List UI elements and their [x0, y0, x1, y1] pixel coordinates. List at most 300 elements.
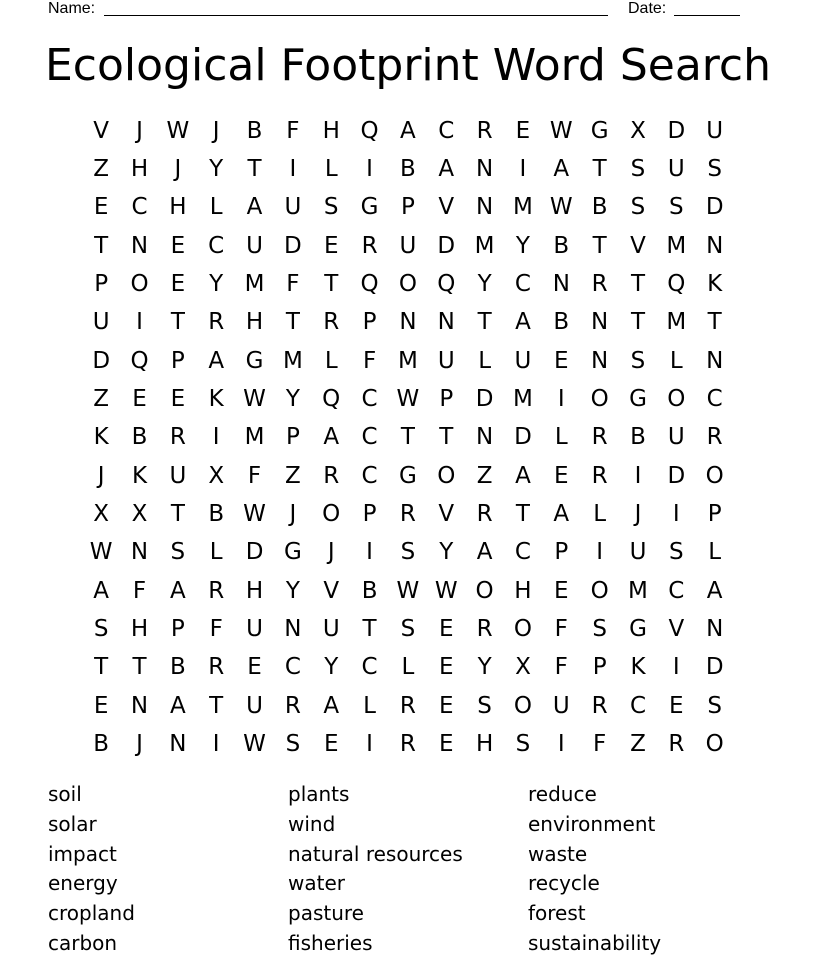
grid-cell[interactable]: G: [283, 539, 302, 566]
grid-cell[interactable]: C: [514, 271, 531, 298]
grid-cell[interactable]: R: [668, 731, 685, 758]
grid-cell[interactable]: O: [590, 386, 609, 413]
grid-cell[interactable]: P: [400, 194, 415, 221]
grid-cell[interactable]: W: [89, 539, 113, 566]
grid-cell[interactable]: S: [669, 194, 684, 221]
grid-cell[interactable]: J: [136, 731, 143, 758]
grid-cell[interactable]: R: [208, 577, 225, 604]
grid-cell[interactable]: D: [705, 654, 724, 681]
grid-cell[interactable]: C: [668, 577, 685, 604]
grid-cell[interactable]: R: [476, 616, 493, 643]
grid-cell[interactable]: S: [477, 692, 492, 719]
grid-cell[interactable]: K: [93, 424, 109, 451]
grid-cell[interactable]: T: [132, 654, 147, 681]
grid-cell[interactable]: C: [438, 117, 455, 144]
grid-cell[interactable]: E: [323, 731, 339, 758]
grid-cell[interactable]: R: [706, 424, 723, 451]
grid-cell[interactable]: Y: [515, 232, 530, 259]
grid-cell[interactable]: L: [324, 156, 338, 183]
grid-cell[interactable]: M: [666, 232, 687, 259]
grid-cell[interactable]: N: [476, 156, 494, 183]
grid-cell[interactable]: M: [397, 347, 418, 374]
grid-cell[interactable]: V: [93, 117, 110, 144]
grid-cell[interactable]: P: [439, 386, 454, 413]
grid-cell[interactable]: A: [515, 309, 531, 336]
grid-cell[interactable]: I: [672, 654, 680, 681]
grid-cell[interactable]: I: [557, 386, 565, 413]
grid-cell[interactable]: A: [246, 194, 263, 221]
grid-cell[interactable]: T: [94, 232, 109, 259]
grid-cell[interactable]: O: [475, 577, 494, 604]
grid-cell[interactable]: L: [708, 539, 722, 566]
grid-cell[interactable]: J: [634, 501, 642, 528]
grid-cell[interactable]: L: [593, 501, 607, 528]
grid-cell[interactable]: J: [289, 501, 297, 528]
grid-cell[interactable]: H: [169, 194, 187, 221]
grid-cell[interactable]: R: [476, 501, 493, 528]
grid-cell[interactable]: T: [707, 309, 722, 336]
grid-cell[interactable]: U: [92, 309, 110, 336]
grid-cell[interactable]: H: [130, 156, 149, 183]
grid-cell[interactable]: W: [434, 577, 458, 604]
grid-cell[interactable]: U: [246, 616, 263, 643]
grid-cell[interactable]: E: [438, 616, 454, 643]
grid-cell[interactable]: N: [706, 232, 724, 259]
grid-cell[interactable]: Y: [439, 539, 454, 566]
grid-cell[interactable]: E: [323, 232, 339, 259]
grid-cell[interactable]: Q: [667, 271, 686, 298]
grid-cell[interactable]: B: [630, 424, 646, 451]
grid-cell[interactable]: B: [591, 194, 608, 221]
grid-cell[interactable]: N: [706, 347, 724, 374]
name-blank[interactable]: [104, 15, 608, 16]
grid-cell[interactable]: I: [519, 156, 527, 183]
grid-cell[interactable]: C: [284, 654, 301, 681]
grid-cell[interactable]: G: [629, 616, 647, 643]
grid-cell[interactable]: E: [669, 692, 684, 719]
grid-cell[interactable]: T: [247, 156, 262, 183]
grid-cell[interactable]: C: [629, 692, 647, 719]
grid-cell[interactable]: A: [169, 692, 186, 719]
grid-cell[interactable]: Z: [93, 386, 110, 413]
grid-cell[interactable]: G: [360, 194, 379, 221]
grid-cell[interactable]: H: [245, 577, 264, 604]
grid-cell[interactable]: E: [438, 692, 454, 719]
grid-cell[interactable]: V: [668, 616, 685, 643]
grid-cell[interactable]: U: [169, 462, 187, 489]
grid-cell[interactable]: M: [282, 347, 303, 374]
grid-cell[interactable]: O: [437, 462, 456, 489]
grid-cell[interactable]: T: [362, 616, 377, 643]
grid-cell[interactable]: A: [323, 692, 340, 719]
grid-cell[interactable]: N: [130, 539, 149, 566]
grid-cell[interactable]: C: [361, 654, 378, 681]
grid-cell[interactable]: I: [634, 462, 642, 489]
grid-cell[interactable]: J: [327, 539, 335, 566]
grid-cell[interactable]: W: [549, 117, 573, 144]
grid-cell[interactable]: A: [515, 462, 531, 489]
grid-cell[interactable]: U: [246, 232, 263, 259]
grid-cell[interactable]: R: [591, 424, 608, 451]
grid-cell[interactable]: C: [706, 386, 723, 413]
grid-cell[interactable]: E: [438, 731, 454, 758]
grid-cell[interactable]: E: [170, 232, 186, 259]
grid-cell[interactable]: Z: [630, 731, 646, 758]
grid-cell[interactable]: A: [323, 424, 340, 451]
grid-cell[interactable]: S: [170, 539, 186, 566]
grid-cell[interactable]: R: [591, 692, 608, 719]
grid-cell[interactable]: S: [400, 616, 416, 643]
grid-cell[interactable]: A: [169, 577, 186, 604]
grid-cell[interactable]: P: [285, 424, 300, 451]
grid-cell[interactable]: P: [592, 654, 607, 681]
word-list-item: impact: [48, 841, 117, 866]
grid-cell[interactable]: U: [437, 347, 455, 374]
grid-cell[interactable]: T: [592, 156, 607, 183]
grid-cell[interactable]: W: [243, 501, 266, 528]
grid-cell[interactable]: N: [591, 347, 609, 374]
grid-cell[interactable]: F: [593, 731, 607, 758]
grid-cell[interactable]: R: [361, 232, 378, 259]
grid-cell[interactable]: Y: [209, 271, 224, 298]
grid-cell[interactable]: H: [322, 117, 340, 144]
grid-cell[interactable]: C: [514, 539, 531, 566]
grid-cell[interactable]: I: [289, 156, 297, 183]
grid-cell[interactable]: L: [401, 654, 415, 681]
grid-cell[interactable]: S: [669, 539, 684, 566]
grid-cell[interactable]: M: [244, 424, 265, 451]
grid-cell[interactable]: U: [629, 539, 647, 566]
grid-cell[interactable]: I: [366, 539, 373, 566]
grid-cell[interactable]: D: [667, 462, 686, 489]
grid-cell[interactable]: F: [132, 577, 147, 604]
grid-cell[interactable]: T: [209, 692, 224, 719]
grid-cell[interactable]: N: [437, 309, 455, 336]
grid-cell[interactable]: S: [515, 731, 531, 758]
word-column-1: [48, 780, 288, 959]
grid-cell[interactable]: T: [285, 309, 300, 336]
grid-cell[interactable]: G: [399, 462, 417, 489]
word-list-item: environment: [528, 811, 656, 836]
grid-cell[interactable]: V: [630, 232, 646, 259]
grid-cell[interactable]: K: [131, 462, 148, 489]
grid-cell[interactable]: N: [476, 424, 494, 451]
grid-cell[interactable]: M: [474, 232, 495, 259]
grid-cell[interactable]: P: [170, 347, 185, 374]
grid-cell[interactable]: N: [552, 271, 570, 298]
grid-cell[interactable]: E: [438, 654, 454, 681]
grid-cell[interactable]: D: [667, 117, 686, 144]
grid-cell[interactable]: L: [669, 347, 683, 374]
word-list-item: pasture: [288, 901, 364, 926]
grid-cell[interactable]: E: [93, 692, 109, 719]
grid-cell[interactable]: P: [362, 309, 377, 336]
grid-cell[interactable]: P: [707, 501, 722, 528]
grid-cell[interactable]: X: [131, 501, 148, 528]
grid-cell[interactable]: L: [554, 424, 568, 451]
grid-cell[interactable]: P: [94, 271, 109, 298]
grid-cell[interactable]: S: [630, 347, 646, 374]
grid-cell[interactable]: R: [591, 462, 608, 489]
grid-cell[interactable]: A: [476, 539, 493, 566]
grid-cell[interactable]: U: [706, 117, 724, 144]
grid-cell[interactable]: T: [630, 309, 646, 336]
grid-cell[interactable]: E: [170, 386, 186, 413]
grid-cell[interactable]: M: [244, 271, 265, 298]
grid-cell[interactable]: E: [132, 386, 147, 413]
grid-cell[interactable]: S: [323, 194, 339, 221]
grid-cell[interactable]: O: [513, 616, 532, 643]
grid-cell[interactable]: A: [438, 156, 455, 183]
grid-cell[interactable]: Y: [285, 577, 300, 604]
grid-cell[interactable]: A: [553, 156, 570, 183]
grid-cell[interactable]: M: [666, 309, 687, 336]
grid-cell[interactable]: Q: [322, 386, 341, 413]
grid-cell[interactable]: Q: [437, 271, 456, 298]
grid-cell[interactable]: O: [705, 731, 724, 758]
grid-cell[interactable]: X: [208, 462, 225, 489]
grid-cell[interactable]: B: [400, 156, 416, 183]
grid-cell[interactable]: P: [362, 501, 377, 528]
grid-cell[interactable]: K: [208, 386, 224, 413]
grid-cell[interactable]: O: [398, 271, 417, 298]
grid-cell[interactable]: T: [400, 424, 415, 451]
grid-cell[interactable]: T: [630, 271, 646, 298]
grid-cell[interactable]: Q: [360, 117, 379, 144]
grid-cell[interactable]: R: [208, 654, 225, 681]
grid-cell[interactable]: R: [399, 501, 416, 528]
grid-cell[interactable]: N: [130, 692, 149, 719]
grid-cell[interactable]: O: [590, 577, 609, 604]
grid-cell[interactable]: W: [396, 577, 420, 604]
grid-cell[interactable]: N: [130, 232, 149, 259]
grid-cell[interactable]: S: [707, 692, 722, 719]
grid-cell[interactable]: Y: [477, 654, 492, 681]
grid-cell[interactable]: S: [93, 616, 109, 643]
grid-cell[interactable]: G: [629, 386, 647, 413]
grid-cell[interactable]: N: [591, 309, 609, 336]
grid-cell[interactable]: E: [170, 271, 186, 298]
grid-cell[interactable]: A: [208, 347, 225, 374]
grid-cell[interactable]: K: [630, 654, 646, 681]
grid-cell[interactable]: U: [399, 232, 417, 259]
grid-cell[interactable]: U: [284, 194, 302, 221]
grid-cell[interactable]: V: [323, 577, 340, 604]
grid-cell[interactable]: I: [366, 156, 373, 183]
grid-cell[interactable]: F: [286, 117, 300, 144]
grid-cell[interactable]: I: [596, 539, 604, 566]
grid-cell[interactable]: Y: [285, 386, 300, 413]
grid-cell[interactable]: W: [166, 117, 190, 144]
grid-cell[interactable]: F: [554, 654, 568, 681]
grid-cell[interactable]: S: [592, 616, 607, 643]
grid-cell[interactable]: M: [513, 194, 533, 221]
grid-cell[interactable]: T: [94, 654, 109, 681]
grid-cell[interactable]: Q: [130, 347, 149, 374]
grid-cell[interactable]: I: [212, 731, 220, 758]
grid-cell[interactable]: O: [130, 271, 149, 298]
grid-cell[interactable]: A: [93, 577, 110, 604]
grid-cell[interactable]: D: [705, 194, 724, 221]
grid-cell[interactable]: S: [630, 156, 646, 183]
grid-cell[interactable]: L: [209, 194, 223, 221]
grid-cell[interactable]: D: [245, 539, 264, 566]
grid-cell[interactable]: G: [245, 347, 264, 374]
grid-cell[interactable]: E: [515, 117, 531, 144]
grid-cell[interactable]: N: [399, 309, 417, 336]
grid-cell[interactable]: I: [557, 731, 565, 758]
grid-cell[interactable]: C: [361, 424, 378, 451]
letter-grid: [82, 112, 734, 764]
grid-cell[interactable]: O: [513, 692, 532, 719]
grid-cell[interactable]: N: [284, 616, 302, 643]
grid-cell[interactable]: B: [553, 309, 570, 336]
grid-cell[interactable]: U: [246, 692, 263, 719]
grid-cell[interactable]: T: [592, 232, 607, 259]
grid-cell[interactable]: N: [476, 194, 494, 221]
grid-cell[interactable]: B: [93, 731, 110, 758]
grid-cell[interactable]: S: [400, 539, 416, 566]
grid-cell[interactable]: J: [136, 117, 143, 144]
grid-cell[interactable]: T: [477, 309, 492, 336]
grid-cell[interactable]: B: [131, 424, 148, 451]
grid-cell[interactable]: Z: [93, 156, 110, 183]
grid-cell[interactable]: I: [366, 731, 373, 758]
grid-cell[interactable]: W: [549, 194, 573, 221]
grid-cell[interactable]: R: [476, 117, 493, 144]
grid-cell[interactable]: S: [285, 731, 301, 758]
grid-cell[interactable]: I: [136, 309, 143, 336]
grid-cell[interactable]: U: [322, 616, 340, 643]
grid-cell[interactable]: L: [363, 692, 376, 719]
grid-cell[interactable]: R: [284, 692, 301, 719]
word-list-item: solar: [48, 811, 97, 836]
grid-cell[interactable]: P: [170, 616, 185, 643]
grid-cell[interactable]: B: [246, 117, 263, 144]
grid-cell[interactable]: T: [170, 501, 185, 528]
grid-cell[interactable]: U: [667, 156, 685, 183]
grid-cell[interactable]: T: [324, 271, 339, 298]
grid-cell[interactable]: O: [667, 386, 686, 413]
grid-cell[interactable]: E: [93, 194, 109, 221]
grid-cell[interactable]: C: [361, 462, 378, 489]
grid-cell[interactable]: H: [130, 616, 149, 643]
grid-cell[interactable]: Q: [360, 271, 379, 298]
grid-cell[interactable]: U: [514, 347, 532, 374]
grid-cell[interactable]: G: [590, 117, 609, 144]
grid-cell[interactable]: C: [131, 194, 148, 221]
grid-cell[interactable]: V: [438, 501, 455, 528]
grid-cell[interactable]: D: [284, 232, 302, 259]
grid-cell[interactable]: M: [513, 386, 533, 413]
grid-cell[interactable]: Y: [477, 271, 492, 298]
grid-cell[interactable]: P: [554, 539, 569, 566]
grid-cell[interactable]: N: [169, 731, 187, 758]
grid-cell[interactable]: E: [247, 654, 262, 681]
grid-cell[interactable]: C: [361, 386, 378, 413]
grid-cell[interactable]: F: [362, 347, 377, 374]
grid-cell[interactable]: O: [705, 462, 724, 489]
grid-cell[interactable]: W: [243, 386, 266, 413]
grid-cell[interactable]: V: [438, 194, 455, 221]
grid-cell[interactable]: Z: [476, 462, 493, 489]
grid-cell[interactable]: J: [174, 156, 182, 183]
grid-cell[interactable]: U: [667, 424, 685, 451]
grid-cell[interactable]: R: [208, 309, 225, 336]
grid-cell[interactable]: B: [208, 501, 225, 528]
grid-cell[interactable]: R: [169, 424, 186, 451]
grid-cell[interactable]: T: [439, 424, 454, 451]
word-list-item: wind: [288, 811, 336, 836]
grid-cell[interactable]: N: [706, 616, 724, 643]
grid-cell[interactable]: U: [552, 692, 570, 719]
grid-cell[interactable]: D: [437, 232, 456, 259]
grid-cell[interactable]: J: [97, 462, 105, 489]
grid-cell[interactable]: M: [628, 577, 648, 604]
grid-cell[interactable]: C: [208, 232, 225, 259]
grid-cell[interactable]: T: [515, 501, 530, 528]
grid-cell[interactable]: H: [475, 731, 494, 758]
grid-cell[interactable]: D: [475, 386, 494, 413]
grid-cell[interactable]: X: [93, 501, 110, 528]
grid-cell[interactable]: K: [707, 271, 723, 298]
grid-cell[interactable]: E: [554, 347, 569, 374]
grid-cell[interactable]: D: [514, 424, 532, 451]
grid-cell[interactable]: H: [514, 577, 532, 604]
grid-cell[interactable]: L: [324, 347, 338, 374]
grid-cell[interactable]: R: [591, 271, 608, 298]
grid-cell[interactable]: J: [212, 117, 220, 144]
grid-cell[interactable]: D: [92, 347, 111, 374]
grid-cell[interactable]: Z: [285, 462, 301, 489]
grid-cell[interactable]: L: [478, 347, 492, 374]
grid-cell[interactable]: S: [630, 194, 646, 221]
grid-cell[interactable]: X: [515, 654, 531, 681]
grid-cell[interactable]: W: [243, 731, 266, 758]
grid-cell[interactable]: R: [399, 692, 416, 719]
grid-cell[interactable]: Y: [209, 156, 224, 183]
grid-cell[interactable]: B: [361, 577, 378, 604]
grid-cell[interactable]: I: [672, 501, 680, 528]
grid-cell[interactable]: R: [323, 462, 340, 489]
word-list-item: sustainability: [528, 930, 662, 955]
grid-cell[interactable]: W: [396, 386, 420, 413]
grid-cell[interactable]: H: [245, 309, 264, 336]
grid-cell[interactable]: A: [706, 577, 723, 604]
grid-cell[interactable]: Y: [324, 654, 339, 681]
grid-cell[interactable]: I: [212, 424, 220, 451]
grid-cell[interactable]: A: [553, 501, 570, 528]
grid-cell[interactable]: B: [553, 232, 570, 259]
grid-cell[interactable]: A: [400, 117, 416, 144]
grid-cell[interactable]: S: [707, 156, 722, 183]
grid-cell[interactable]: E: [554, 462, 569, 489]
grid-cell[interactable]: O: [322, 501, 341, 528]
date-blank[interactable]: [674, 15, 740, 16]
grid-cell[interactable]: F: [247, 462, 262, 489]
word-list-item: forest: [528, 901, 586, 926]
grid-cell[interactable]: X: [630, 117, 646, 144]
grid-cell[interactable]: F: [286, 271, 300, 298]
grid-cell[interactable]: R: [323, 309, 340, 336]
grid-cell[interactable]: F: [209, 616, 223, 643]
grid-cell[interactable]: F: [554, 616, 568, 643]
grid-cell[interactable]: E: [554, 577, 569, 604]
grid-cell[interactable]: T: [170, 309, 185, 336]
grid-cell[interactable]: R: [399, 731, 416, 758]
grid-cell[interactable]: L: [209, 539, 223, 566]
grid-cell[interactable]: B: [169, 654, 186, 681]
